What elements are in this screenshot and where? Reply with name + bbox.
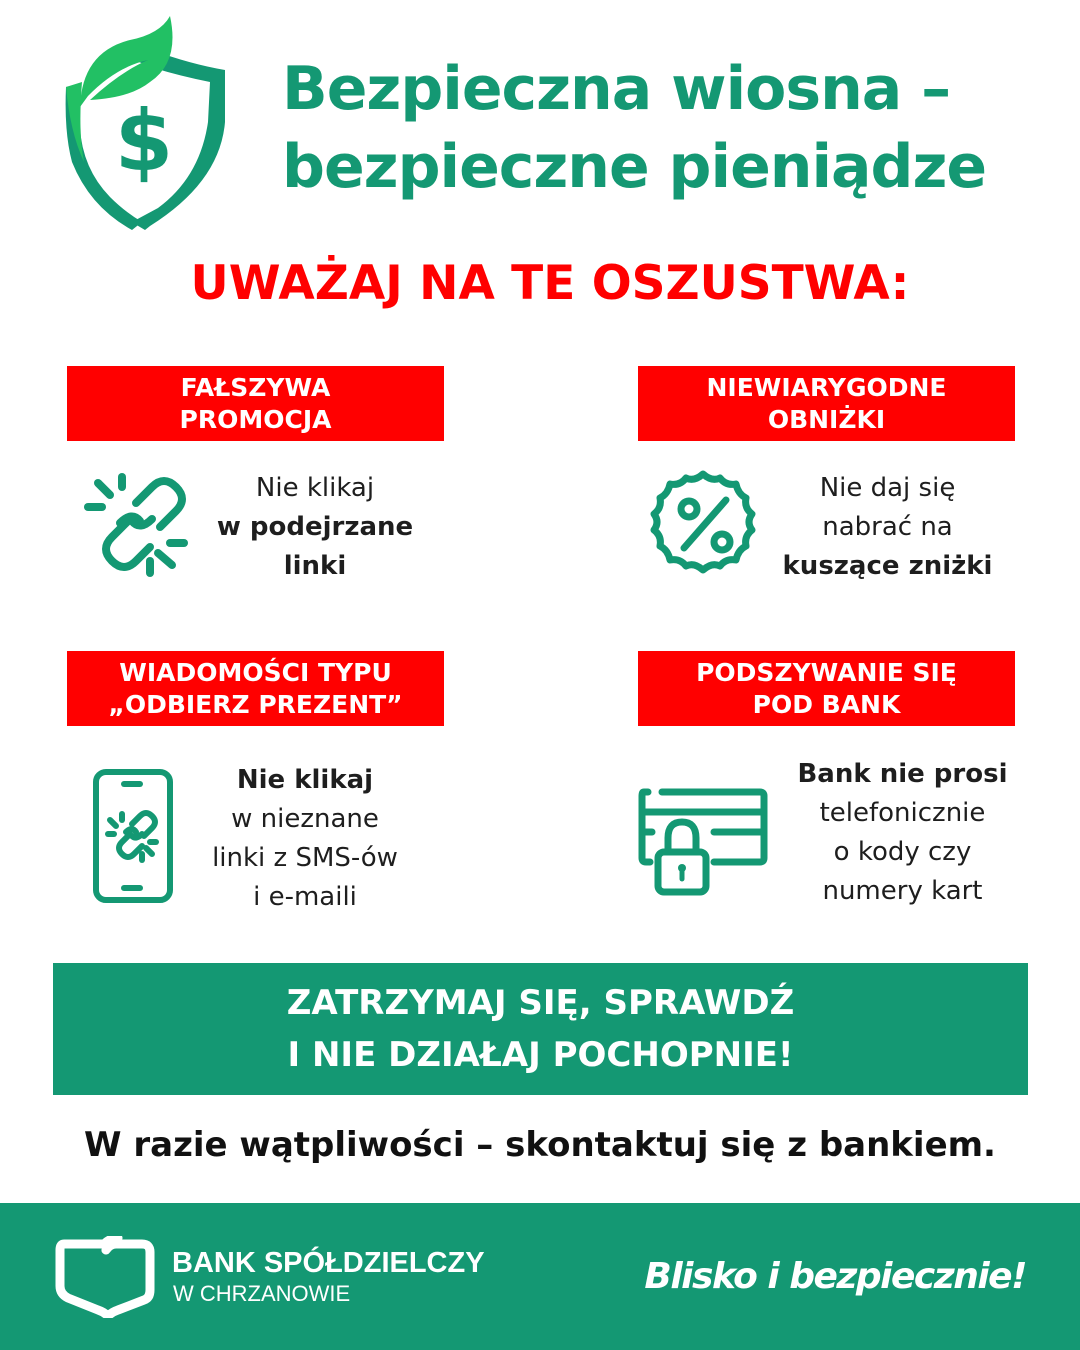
card-heading-line: PROMOCJA — [179, 404, 332, 434]
card-heading-fake-promotion — [67, 366, 444, 441]
card-heading-bank-impersonation — [638, 651, 1015, 726]
card-heading-line: OBNIŻKI — [767, 404, 886, 434]
card-text-line: Nie klikaj — [236, 765, 374, 795]
contact-bank-notice: W razie wątpliwości – skontaktuj się z bankiem. — [84, 1125, 996, 1165]
card-text-fake-promotion — [200, 469, 430, 586]
footer — [0, 1203, 1080, 1350]
svg-text:$: $ — [114, 92, 174, 190]
bank-heart-shield-logo-icon — [54, 1236, 156, 1318]
phone-broken-link-icon — [92, 768, 174, 904]
cta-line-2: I NIE DZIAŁAJ POCHOPNIE! — [287, 1035, 794, 1075]
card-heading-line: POD BANK — [752, 689, 901, 719]
page-title — [282, 50, 1072, 206]
card-heading-unbelievable-discounts — [638, 366, 1015, 441]
card-text-line: i e-maili — [253, 882, 357, 912]
card-text-line: linki — [283, 551, 347, 581]
call-to-action-banner — [53, 963, 1028, 1095]
card-heading-line: NIEWIARYGODNE — [706, 372, 947, 402]
card-heading-line: PODSZYWANIE SIĘ — [696, 657, 957, 687]
card-text-line: w nieznane — [231, 804, 379, 834]
title-line-2: bezpieczne pieniądze — [282, 132, 987, 202]
bank-name: BANK SPÓŁDZIELCZY — [172, 1247, 485, 1279]
card-text-line: Bank nie prosi — [797, 759, 1008, 789]
card-lock-icon — [638, 786, 770, 896]
card-text-bank-impersonation — [785, 755, 1020, 911]
title-line-1: Bezpieczna wiosna – — [282, 54, 951, 124]
card-heading-line: „ODBIERZ PREZENT” — [108, 689, 403, 719]
card-heading-line: WIADOMOŚCI TYPU — [119, 657, 392, 687]
card-heading-line: FAŁSZYWA — [180, 372, 331, 402]
card-text-line: Nie daj się — [819, 473, 956, 503]
card-text-unbelievable-discounts — [770, 469, 1005, 586]
warning-heading: UWAŻAJ NA TE OSZUSTWA: — [190, 256, 910, 311]
discount-badge-icon — [646, 464, 760, 580]
slogan: Blisko i bezpiecznie! — [644, 1256, 1026, 1297]
card-text-line: nabrać na — [822, 512, 953, 542]
card-text-line: linki z SMS-ów — [212, 843, 398, 873]
card-text-line: numery kart — [822, 876, 983, 906]
card-text-line: kuszące zniżki — [782, 551, 993, 581]
card-text-line: w podejrzane — [216, 512, 414, 542]
bank-city: W CHRZANOWIE — [173, 1281, 351, 1306]
broken-link-icon — [80, 465, 190, 577]
card-text-gift-messages — [190, 761, 420, 917]
card-heading-gift-messages — [67, 651, 444, 726]
shield-dollar-leaf-icon — [50, 12, 230, 234]
card-text-line: o kody czy — [833, 837, 972, 867]
card-text-line: telefonicznie — [819, 798, 986, 828]
cta-line-1: ZATRZYMAJ SIĘ, SPRAWDŹ — [286, 983, 795, 1023]
card-text-line: Nie klikaj — [255, 473, 375, 503]
